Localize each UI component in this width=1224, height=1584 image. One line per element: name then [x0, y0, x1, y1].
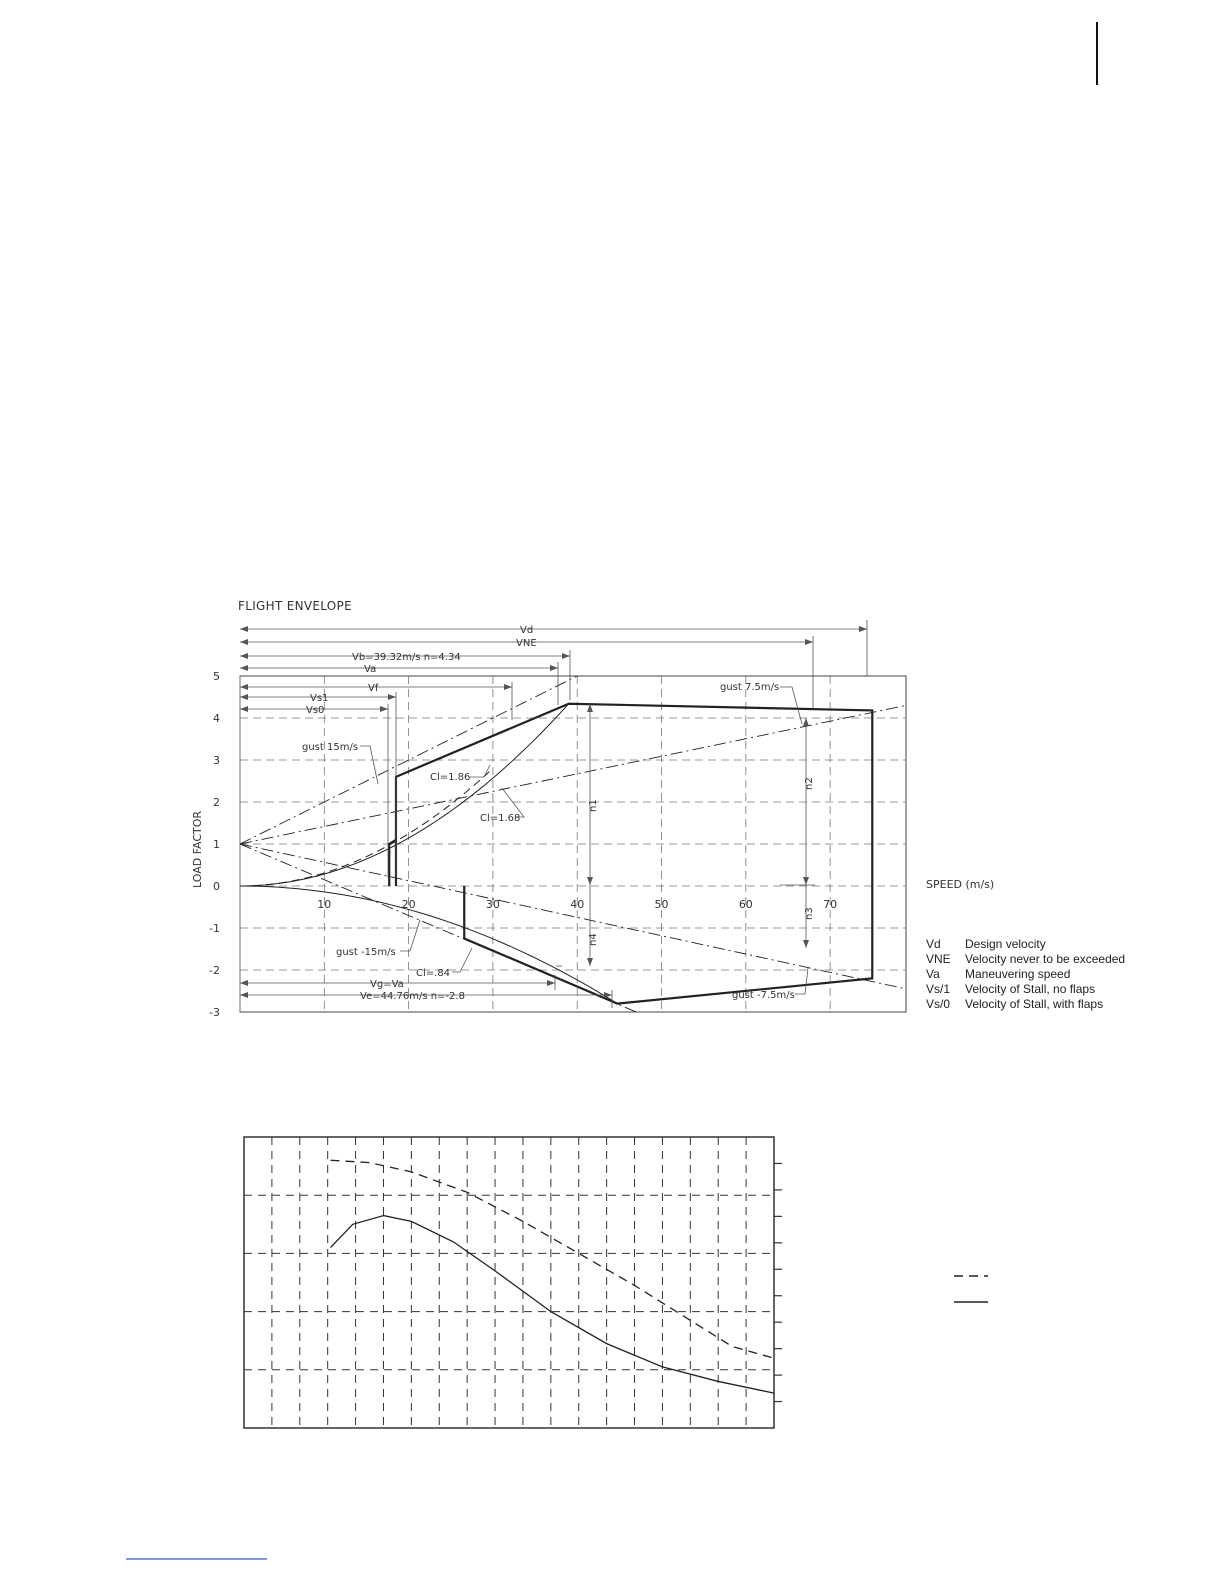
chart-title: FLIGHT ENVELOPE	[238, 599, 352, 613]
arrow	[550, 665, 558, 671]
arrow	[547, 980, 555, 986]
legend-desc: Design velocity	[965, 937, 1046, 951]
annotations	[302, 625, 815, 1002]
x-tick-label: 20	[401, 898, 416, 911]
series-line-solid	[330, 1216, 774, 1394]
arrow	[587, 877, 593, 885]
series-line-envelope	[396, 704, 872, 1004]
arrow	[240, 626, 248, 632]
label-vs0: Vs0	[306, 705, 325, 716]
x-tick-label: 30	[485, 898, 500, 911]
x-tick-label: 50	[654, 898, 669, 911]
y-tick-label: 2	[213, 796, 220, 809]
x-tick-label: 70	[823, 898, 838, 911]
arrow	[803, 877, 809, 885]
legend-desc: Velocity never to be exceeded	[965, 952, 1126, 966]
arrow	[240, 639, 248, 645]
legend-abbr: Vs/0	[926, 997, 951, 1011]
leader-cl186	[470, 765, 490, 777]
label-vb: Vb=39.32m/s n=4.34	[352, 652, 461, 663]
y-tick-label: 4	[213, 712, 220, 725]
legend-abbr: VNE	[926, 952, 951, 966]
label-gust15: gust 15m/s	[302, 742, 359, 753]
legend-desc: Maneuvering speed	[965, 967, 1071, 981]
arrow	[562, 653, 570, 659]
y-tick-label: 1	[213, 838, 220, 851]
label-gust75: gust 7.5m/s	[720, 682, 780, 693]
x-tick-label: 60	[738, 898, 753, 911]
arrow	[805, 639, 813, 645]
leader-gustm15	[400, 920, 420, 951]
leader-cl084	[452, 948, 472, 972]
y-tick-label: 5	[213, 670, 220, 683]
arrow	[240, 706, 248, 712]
y-tick-label: 3	[213, 754, 220, 767]
series-line-stall-cl-1-68	[240, 704, 569, 886]
legend	[954, 1276, 988, 1302]
arrow	[240, 684, 248, 690]
legend-abbr: Va	[926, 967, 940, 981]
legend-desc: Velocity of Stall, no flaps	[965, 982, 1096, 996]
series-line-stall-cl-84	[240, 886, 617, 1004]
legend	[926, 937, 1125, 1011]
arrow	[803, 940, 809, 948]
x-tick-label: 40	[570, 898, 585, 911]
label-cl186: Cl=1.86	[430, 772, 471, 783]
leader-lines	[360, 687, 808, 994]
label-gustm75: gust -7.5m/s	[732, 990, 795, 1001]
label-n3: n3	[804, 907, 815, 920]
arrow	[604, 992, 612, 998]
label-vg: Vg=Va	[370, 979, 404, 990]
label-cl084: Cl=.84	[416, 968, 451, 979]
label-gustm15: gust -15m/s	[336, 947, 396, 958]
label-n4: n4	[588, 933, 599, 946]
arrow	[240, 980, 248, 986]
arrow	[380, 706, 388, 712]
label-vd: Vd	[520, 625, 534, 636]
leader-gust15	[360, 746, 378, 784]
label-va: Va	[364, 664, 377, 675]
x-axis-label: SPEED (m/s)	[926, 878, 995, 891]
legend-desc: Velocity of Stall, with flaps	[965, 997, 1104, 1011]
lower-chart	[244, 1137, 988, 1428]
y-tick-label: -1	[209, 922, 220, 935]
arrow	[859, 626, 867, 632]
label-n2: n2	[804, 777, 815, 790]
arrow	[240, 665, 248, 671]
series-line-stall-cl-1-86	[240, 768, 493, 886]
arrow	[803, 718, 809, 726]
y-axis-label: LOAD FACTOR	[191, 810, 204, 888]
arrow	[388, 694, 396, 700]
label-vs1: Vs1	[310, 693, 329, 704]
leader-gust75	[780, 687, 802, 724]
y-tick-label: -3	[209, 1006, 220, 1019]
arrow	[240, 653, 248, 659]
label-cl168: Cl=1.68	[480, 813, 521, 824]
series-line-dashed	[330, 1160, 774, 1358]
label-vf: Vf	[368, 683, 379, 694]
label-vne: VNE	[516, 638, 537, 649]
arrow	[504, 684, 512, 690]
label-n1: n1	[588, 799, 599, 812]
leader-gustm75	[795, 968, 808, 994]
grid	[244, 1137, 782, 1428]
legend-abbr: Vs/1	[926, 982, 951, 996]
flight-envelope-chart	[191, 599, 1125, 1019]
legend-abbr: Vd	[926, 937, 941, 951]
label-ve: Ve=44.76m/s n=-2.8	[360, 991, 465, 1002]
plot-frame	[244, 1137, 774, 1428]
dimension-lines	[240, 620, 867, 1008]
y-tick-label: 0	[213, 880, 220, 893]
arrow	[240, 694, 248, 700]
y-tick-label: -2	[209, 964, 220, 977]
arrow	[240, 992, 248, 998]
x-tick-label: 10	[317, 898, 332, 911]
arrow	[587, 958, 593, 966]
